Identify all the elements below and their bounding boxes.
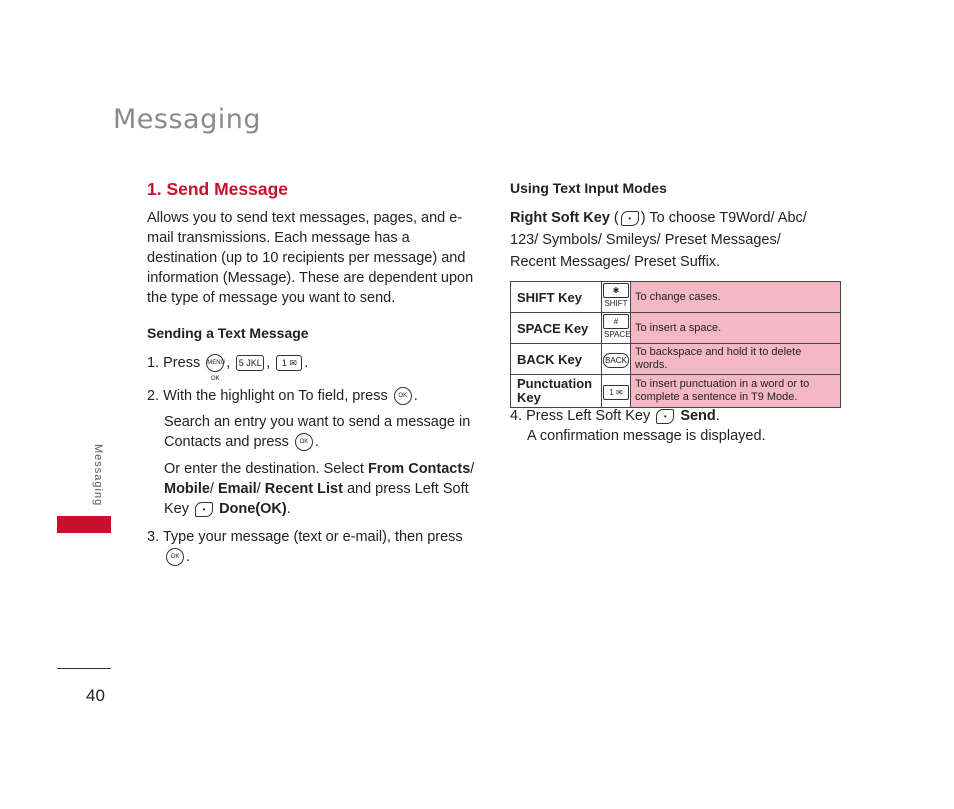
subhead-text-input: Using Text Input Modes: [510, 180, 667, 196]
option-mobile: Mobile: [164, 481, 210, 497]
step-number: 2.: [147, 388, 160, 404]
table-row: [511, 282, 841, 313]
step-1: 1. Press MENU OK, 5 JKL , 1 ✉ .: [147, 355, 309, 383]
left-soft-key-icon: •: [656, 409, 674, 424]
table-row: [511, 344, 841, 375]
shift-key-icon: ✱ SHIFT: [603, 283, 629, 298]
step-text: Search an entry you want to send a message in Contacts and press: [164, 414, 471, 450]
table-row: [511, 313, 841, 344]
key-5-icon: 5 JKL: [236, 355, 264, 371]
step-text: Or enter the destination. Select: [164, 461, 364, 477]
right-soft-key-icon: •: [621, 211, 639, 226]
right-soft-key-label: Right Soft Key: [510, 210, 610, 226]
step-text: With the highlight on To field, press: [163, 388, 388, 404]
right-soft-key-description: Right Soft Key ( • ) To choose T9Word/ Abc/ 123/ Symbols/ Smileys/ Preset Messages/ Recent Messages/ Preset Suffix.: [510, 210, 807, 270]
right-soft-key-text: To choose T9Word/ Abc/ 123/ Symbols/ Smileys/ Preset Messages/ Recent Messages/ Preset Suffix.: [510, 210, 807, 270]
option-recent-list: Recent List: [264, 481, 343, 497]
step-text: Type your message (text or e-mail), then press: [162, 529, 463, 545]
option-email: Email: [217, 481, 257, 497]
ok-key-icon: OK: [295, 433, 313, 451]
step-text: Press Left Soft Key: [526, 408, 651, 424]
space-key-icon: # SPACE: [603, 314, 629, 329]
side-tab-marker: [57, 516, 111, 533]
step-2: 2. With the highlight on To field, press OK .: [147, 388, 418, 404]
table-row: [511, 375, 841, 408]
step-number: 4.: [510, 408, 523, 424]
table-key-desc: To insert punctuation in a word or to complete a sentence in T9 Mode.: [631, 375, 841, 408]
table-key-name: Punctuation Key: [511, 375, 602, 408]
intro-paragraph: Allows you to send text messages, pages, and e-mail transmissions. Each message has a destination (up to 10 recipients per message) and information (Message). These are dependent upon the type of message you want to send.: [147, 210, 474, 306]
side-tab-label: Messaging: [92, 444, 104, 507]
option-done: Done(OK): [219, 501, 287, 517]
option-from-contacts: From Contacts: [367, 461, 471, 477]
left-soft-key-icon: •: [195, 502, 213, 517]
back-key-icon: BACK: [603, 353, 629, 368]
table-key-desc: To backspace and hold it to delete words.: [631, 344, 841, 375]
page-number: 40: [86, 686, 105, 705]
step-number: 1.: [147, 355, 160, 371]
step-text: and press Left Soft Key: [164, 481, 469, 517]
table-key-name: SHIFT Key: [511, 282, 602, 313]
table-key-name: BACK Key: [511, 344, 602, 375]
step-text: Press: [163, 355, 201, 371]
table-key-desc: To insert a space.: [631, 313, 841, 344]
step-number: 3.: [147, 529, 160, 545]
key-table: [510, 281, 841, 408]
ok-key-icon: OK: [166, 548, 184, 566]
step-2-para-search: Search an entry you want to send a message in Contacts and press OK .: [164, 414, 471, 450]
table-key-name: SPACE Key: [511, 313, 602, 344]
ok-key-icon: MENU OK: [206, 354, 224, 372]
section-title: 1. Send Message: [147, 179, 289, 199]
footer-rule: [57, 668, 111, 669]
step-3: 3. Type your message (text or e-mail), then press OK .: [147, 529, 463, 565]
option-send: Send: [680, 408, 716, 424]
step-result: A confirmation message is displayed.: [527, 428, 766, 444]
punctuation-key-icon: 1 ✉: [603, 385, 629, 400]
ok-key-icon: OK: [394, 387, 412, 405]
page-header-title: Messaging: [113, 104, 261, 135]
subhead-sending: Sending a Text Message: [147, 325, 309, 341]
step-2-para-destination: Or enter the destination. Select From Contacts/ Mobile/ Email/ Recent List and press Left Soft Key • Done(OK).: [164, 461, 475, 517]
key-1-icon: 1 ✉: [276, 355, 302, 371]
table-key-desc: To change cases.: [631, 282, 841, 313]
step-4: 4. Press Left Soft Key • Send. A confirmation message is displayed.: [510, 408, 766, 444]
